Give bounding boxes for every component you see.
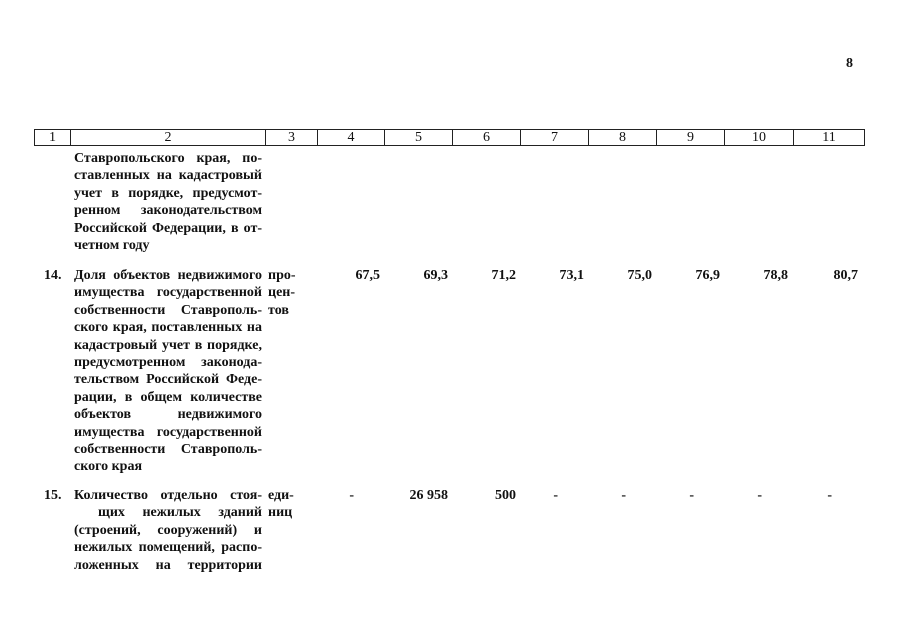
value-col-6: 71,2 (491, 268, 516, 283)
unit-of-measure (268, 487, 308, 522)
value-col-5: 26 958 (409, 488, 448, 503)
column-header-table (34, 129, 865, 146)
value-col-9: 76,9 (695, 268, 720, 283)
column-number: 1 (35, 130, 71, 146)
text-line: нежилых помещений, распо- (74, 540, 262, 556)
column-number: 7 (521, 130, 589, 146)
indicator-name (74, 150, 262, 254)
text-line: цен- (268, 285, 296, 301)
column-number: 9 (657, 130, 725, 146)
text-line: ниц (268, 505, 293, 521)
page-number: 8 (846, 56, 853, 71)
value-col-11: - (827, 488, 832, 503)
column-number: 2 (71, 130, 266, 146)
value-col-10: 78,8 (763, 268, 788, 283)
value-col-7: - (553, 488, 558, 503)
value-col-7: 73,1 (559, 268, 584, 283)
text-line: имущества государственной (74, 285, 262, 301)
text-line: объектов недвижимого (74, 407, 262, 423)
value-col-9: - (689, 488, 694, 503)
column-number: 8 (589, 130, 657, 146)
indicator-name (74, 487, 262, 574)
text-line: кадастровый учет в порядке, (74, 337, 262, 353)
column-number: 10 (725, 130, 794, 146)
text-line: Российской Федерации, в от- (74, 220, 262, 236)
text-line: тов (268, 302, 289, 318)
text-line: ренном законодательством (74, 203, 262, 219)
row-number: 15. (44, 488, 62, 503)
text-line: Количество отдельно стоя- (74, 488, 262, 503)
text-line: ского края (74, 459, 143, 475)
text-line: собственности Ставрополь- (74, 302, 262, 318)
value-col-10: - (757, 488, 762, 503)
column-number: 11 (794, 130, 865, 146)
column-number: 4 (318, 130, 385, 146)
value-col-4: 67,5 (355, 268, 380, 283)
row-number: 14. (44, 268, 62, 283)
text-line: (строений, сооружений) и (74, 522, 262, 538)
indicator-name (74, 267, 262, 476)
text-line: ставленных на кадастровый (74, 168, 262, 184)
text-line: еди- (268, 488, 294, 503)
text-line: щих нежилых зданий (98, 505, 262, 521)
text-line: Ставропольского края, по- (74, 151, 262, 166)
unit-of-measure (268, 267, 308, 319)
text-line: имущества государственной (74, 424, 262, 440)
text-line: четном году (74, 238, 150, 254)
value-col-5: 69,3 (423, 268, 448, 283)
value-col-8: - (621, 488, 626, 503)
text-line: учет в порядке, предусмот- (74, 185, 262, 201)
text-line: предусмотренном законода- (74, 355, 262, 371)
column-number: 5 (385, 130, 453, 146)
text-line: ского края, поставленных на (74, 320, 262, 336)
text-line: Доля объектов недвижимого (74, 268, 262, 283)
text-line: ложенных на территории (74, 557, 262, 573)
text-line: про- (268, 268, 296, 283)
text-line: рации, в общем количестве (74, 389, 262, 405)
value-col-8: 75,0 (627, 268, 652, 283)
value-col-6: 500 (495, 488, 516, 503)
text-line: тельством Российской Феде- (74, 372, 262, 388)
column-number: 3 (266, 130, 318, 146)
value-col-4: - (349, 488, 354, 503)
column-number-row (35, 130, 865, 146)
column-number: 6 (453, 130, 521, 146)
text-line: собственности Ставрополь- (74, 442, 262, 458)
value-col-11: 80,7 (833, 268, 858, 283)
